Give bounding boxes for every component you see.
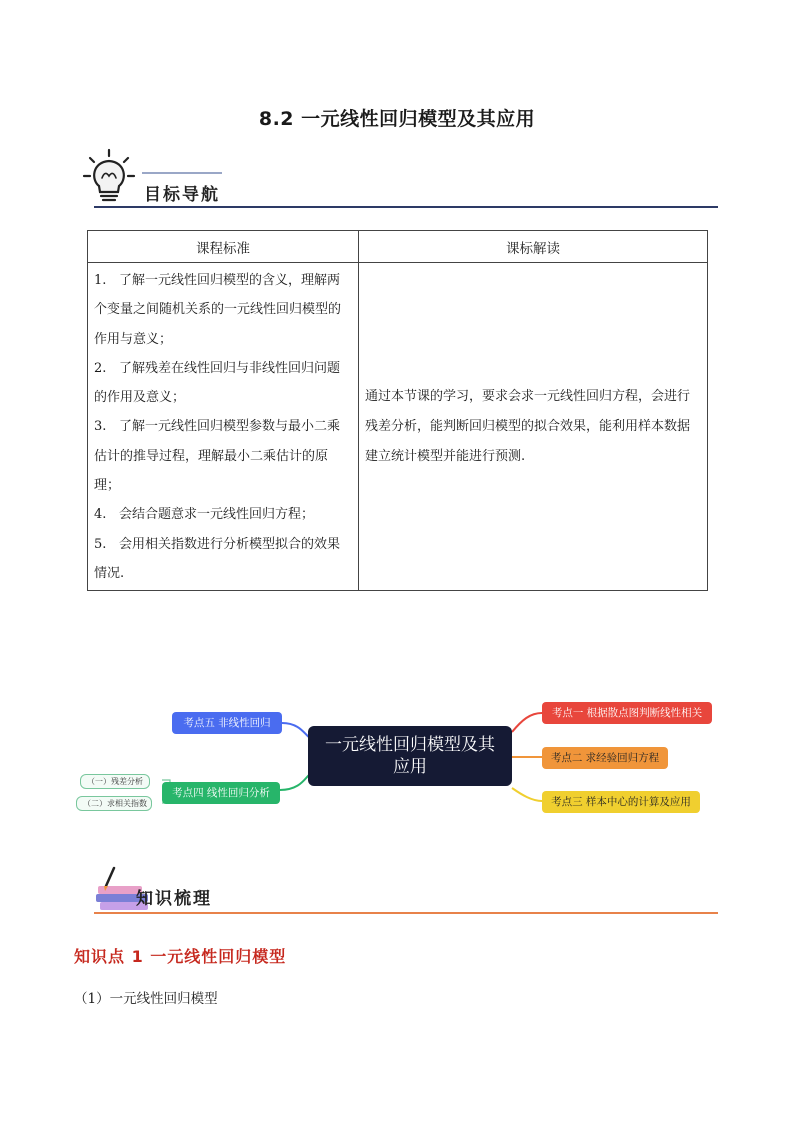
table-header-standards: 课程标准 — [88, 231, 359, 263]
list-item: 4. 会结合题意求一元线性回归方程； — [94, 507, 315, 523]
interpretation-cell: 通过本节课的学习，要求会求一元线性回归方程，会进行残差分析，能判断回归模型的拟合效果，能利用样本数据建立统计模型并能进行预测. — [359, 263, 708, 591]
mind-map-node-k2: 考点二 求经验回归方程 — [542, 747, 668, 769]
knowledge-point-heading: 知识点 1 一元线性回归模型 — [74, 947, 287, 966]
page-title: 8.2 一元线性回归模型及其应用 — [258, 108, 536, 130]
standards-cell — [88, 263, 359, 591]
mind-map-node-k4: 考点四 线性回归分析 — [162, 782, 280, 804]
mind-map-node-k3: 考点三 样本中心的计算及应用 — [542, 791, 700, 813]
lightbulb-icon — [82, 148, 136, 206]
table-header-interpretation: 课标解读 — [359, 231, 708, 263]
goals-table — [87, 230, 708, 591]
list-item: 1. 了解一元线性回归模型的含义，理解两个变量之间随机关系的一元线性回归模型的作用与意义； — [94, 273, 342, 347]
list-item: 5. 会用相关指数进行分析模型拟合的效果情况. — [94, 536, 341, 581]
section-label-goals: 目标导航 — [144, 185, 220, 205]
section-header-goals — [80, 146, 718, 208]
list-item: 3. 了解一元线性回归模型参数与最小二乘估计的推导过程，理解最小二乘估计的原理； — [94, 419, 341, 494]
mind-map-center-node: 一元线性回归模型及其应用 — [308, 726, 512, 786]
mind-map-node-k1: 考点一 根据散点图判断线性相关 — [542, 702, 712, 724]
mind-map — [70, 690, 730, 830]
standards-list — [88, 263, 358, 590]
mind-map-node-k5: 考点五 非线性回归 — [172, 712, 282, 734]
section-header-knowledge — [80, 856, 718, 918]
section-label-knowledge: 知识梳理 — [136, 889, 212, 909]
list-item: 2. 了解残差在线性回归与非线性回归问题的作用及意义； — [94, 360, 341, 406]
mind-map-subnode-correlation: （二）求相关指数 — [76, 796, 152, 811]
knowledge-sub-item: （1）一元线性回归模型 — [74, 991, 218, 1007]
mind-map-subnode-residual: （一）残差分析 — [80, 774, 150, 789]
